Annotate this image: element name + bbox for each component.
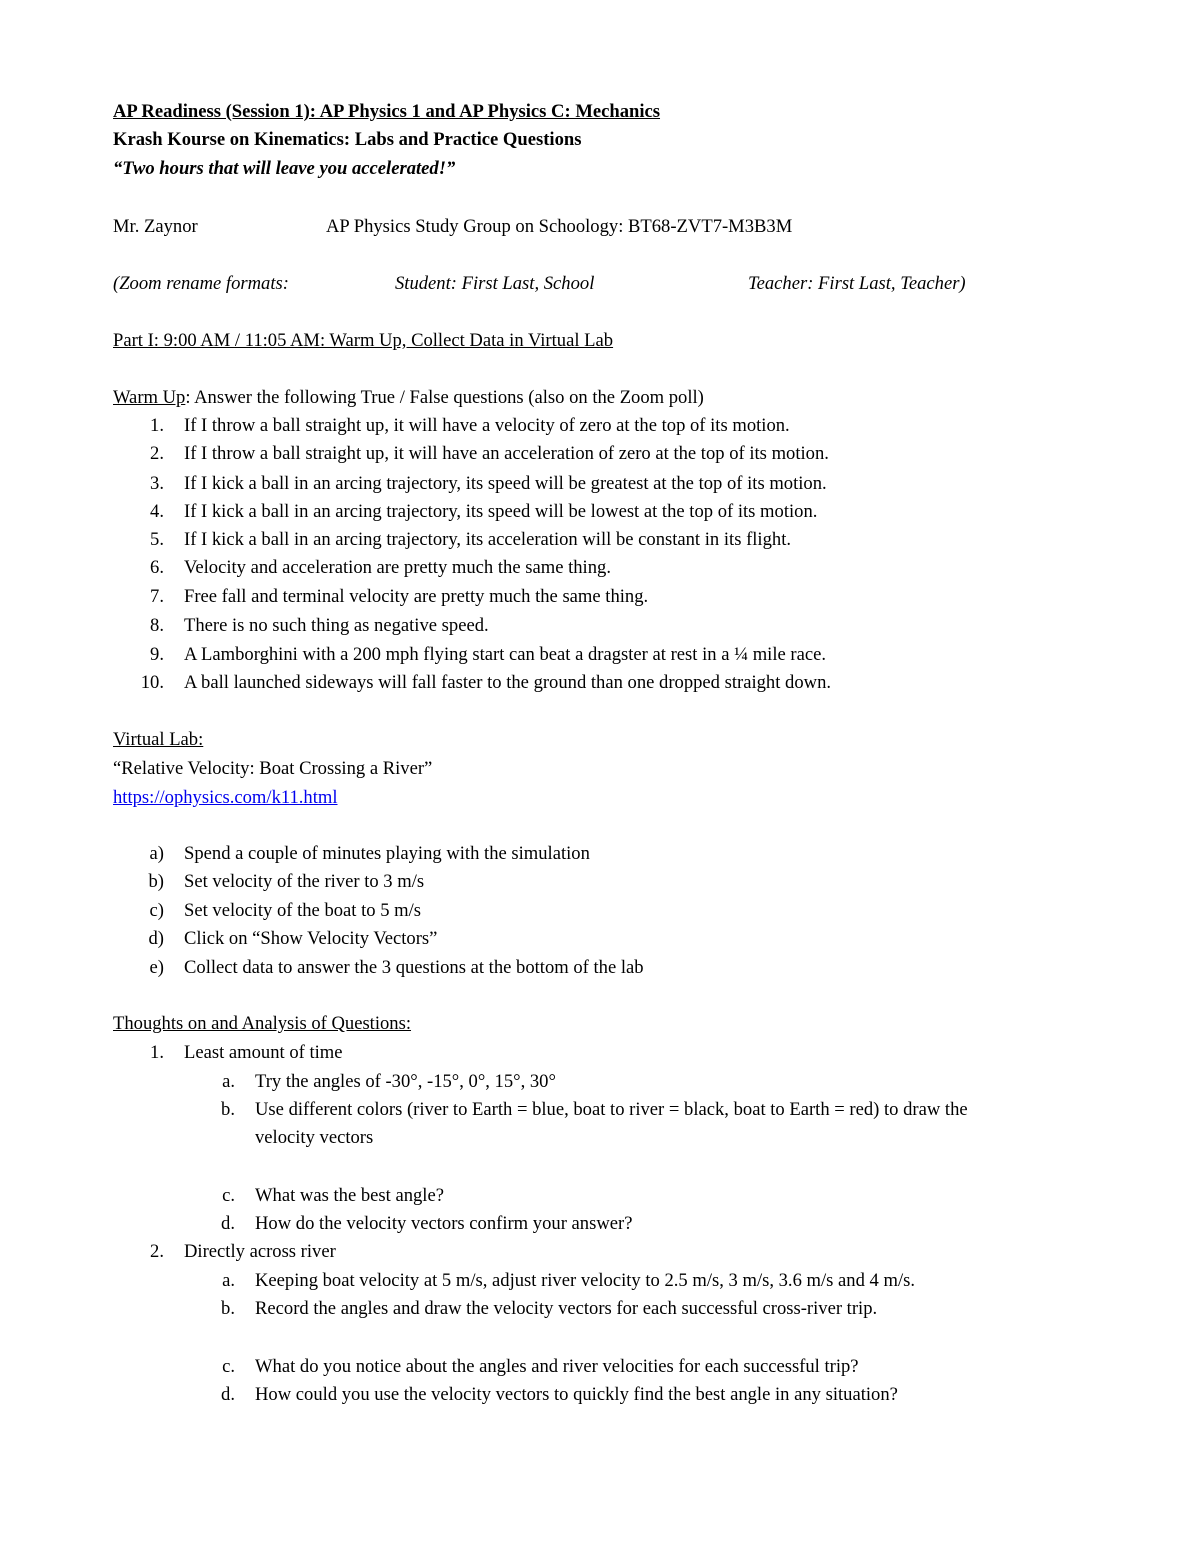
- warmup-intro: [113, 387, 704, 409]
- subitem-text: Try the angles of -30°, -15°, 0°, 15°, 30°: [255, 1071, 556, 1092]
- subitem-text: How do the velocity vectors confirm your answer?: [255, 1213, 633, 1234]
- warmup-intro-text: : Answer the following True / False questions (also on the Zoom poll): [185, 387, 704, 408]
- document-title: AP Readiness (Session 1): AP Physics 1 and AP Physics C: Mechanics: [113, 101, 661, 122]
- lab-step-letter: d): [148, 928, 164, 949]
- document-tagline: “Two hours that will leave you accelerated!”: [113, 158, 456, 179]
- document-subtitle: Krash Kourse on Kinematics: Labs and Practice Questions: [113, 129, 582, 150]
- subitem-letter: a.: [222, 1071, 235, 1092]
- subitem-text: What was the best angle?: [255, 1185, 444, 1206]
- warmup-item-number: 6.: [150, 557, 164, 578]
- question-text: Directly across river: [184, 1241, 336, 1262]
- warmup-item-text: A ball launched sideways will fall faster to the ground than one dropped straight down.: [184, 672, 832, 693]
- subitem-letter: b.: [221, 1099, 235, 1120]
- virtual-lab-name: “Relative Velocity: Boat Crossing a River”: [113, 758, 433, 779]
- part1-heading: Part I: 9:00 AM / 11:05 AM: Warm Up, Collect Data in Virtual Lab: [113, 330, 614, 351]
- virtual-lab-link[interactable]: https://ophysics.com/k11.html: [113, 787, 338, 808]
- warmup-item-number: 1.: [150, 415, 164, 436]
- zoom-teacher-format: Teacher: First Last, Teacher): [748, 273, 966, 294]
- question-number: 2.: [150, 1241, 164, 1262]
- warmup-item-text: A Lamborghini with a 200 mph flying start can beat a dragster at rest in a ¼ mile race.: [184, 644, 826, 665]
- warmup-item-number: 5.: [150, 529, 164, 550]
- warmup-item-number: 7.: [150, 586, 164, 607]
- subitem-letter: d.: [221, 1213, 235, 1234]
- warmup-item-text: There is no such thing as negative speed.: [184, 615, 489, 636]
- warmup-item-text: If I kick a ball in an arcing trajectory, its speed will be lowest at the top of its motion.: [184, 501, 818, 522]
- subitem-text: Record the angles and draw the velocity vectors for each successful cross-river trip.: [255, 1298, 878, 1319]
- warmup-item-text: If I kick a ball in an arcing trajectory, its acceleration will be constant in its flight.: [184, 529, 792, 550]
- warmup-item-text: If I throw a ball straight up, it will have an acceleration of zero at the top of its motion.: [184, 443, 829, 464]
- subitem-text: Use different colors (river to Earth = blue, boat to river = black, boat to Earth = red) to draw the: [255, 1099, 968, 1120]
- subitem-letter: a.: [222, 1270, 235, 1291]
- teacher-name: Mr. Zaynor: [113, 216, 198, 237]
- warmup-label: Warm Up: [113, 387, 186, 408]
- study-group-code: AP Physics Study Group on Schoology: BT68-ZVT7-M3B3M: [326, 216, 793, 237]
- warmup-item-text: Velocity and acceleration are pretty much the same thing.: [184, 557, 611, 578]
- zoom-student-format: Student: First Last, School: [395, 273, 595, 294]
- subitem-letter: c.: [222, 1185, 235, 1206]
- lab-step-text: Click on “Show Velocity Vectors”: [184, 928, 438, 949]
- question-number: 1.: [150, 1042, 164, 1063]
- subitem-text: How could you use the velocity vectors to quickly find the best angle in any situation?: [255, 1384, 898, 1405]
- virtual-lab-label: Virtual Lab:: [113, 729, 204, 750]
- lab-step-text: Spend a couple of minutes playing with the simulation: [184, 843, 590, 864]
- lab-step-letter: b): [148, 871, 164, 892]
- warmup-item-number: 10.: [140, 672, 164, 693]
- warmup-item-number: 9.: [150, 644, 164, 665]
- lab-step-letter: e): [149, 957, 164, 978]
- lab-step-text: Set velocity of the boat to 5 m/s: [184, 900, 422, 921]
- analysis-label: Thoughts on and Analysis of Questions:: [113, 1013, 412, 1034]
- lab-step-letter: c): [149, 900, 164, 921]
- warmup-item-text: If I throw a ball straight up, it will have a velocity of zero at the top of its motion.: [184, 415, 790, 436]
- lab-step-letter: a): [149, 843, 164, 864]
- warmup-item-text: Free fall and terminal velocity are pretty much the same thing.: [184, 586, 649, 607]
- lab-step-text: Collect data to answer the 3 questions at the bottom of the lab: [184, 957, 644, 978]
- question-text: Least amount of time: [184, 1042, 343, 1063]
- warmup-item-number: 4.: [150, 501, 164, 522]
- subitem-text-continued: velocity vectors: [255, 1127, 374, 1148]
- subitem-letter: d.: [221, 1384, 235, 1405]
- subitem-letter: b.: [221, 1298, 235, 1319]
- warmup-item-number: 8.: [150, 615, 164, 636]
- subitem-text: What do you notice about the angles and river velocities for each successful trip?: [255, 1356, 859, 1377]
- warmup-item-text: If I kick a ball in an arcing trajectory, its speed will be greatest at the top of its motion.: [184, 473, 827, 494]
- subitem-text: Keeping boat velocity at 5 m/s, adjust river velocity to 2.5 m/s, 3 m/s, 3.6 m/s and 4 m/s.: [255, 1270, 915, 1291]
- warmup-item-number: 2.: [150, 443, 164, 464]
- warmup-item-number: 3.: [150, 473, 164, 494]
- lab-step-text: Set velocity of the river to 3 m/s: [184, 871, 425, 892]
- zoom-rename-label: (Zoom rename formats:: [113, 273, 289, 294]
- subitem-letter: c.: [222, 1356, 235, 1377]
